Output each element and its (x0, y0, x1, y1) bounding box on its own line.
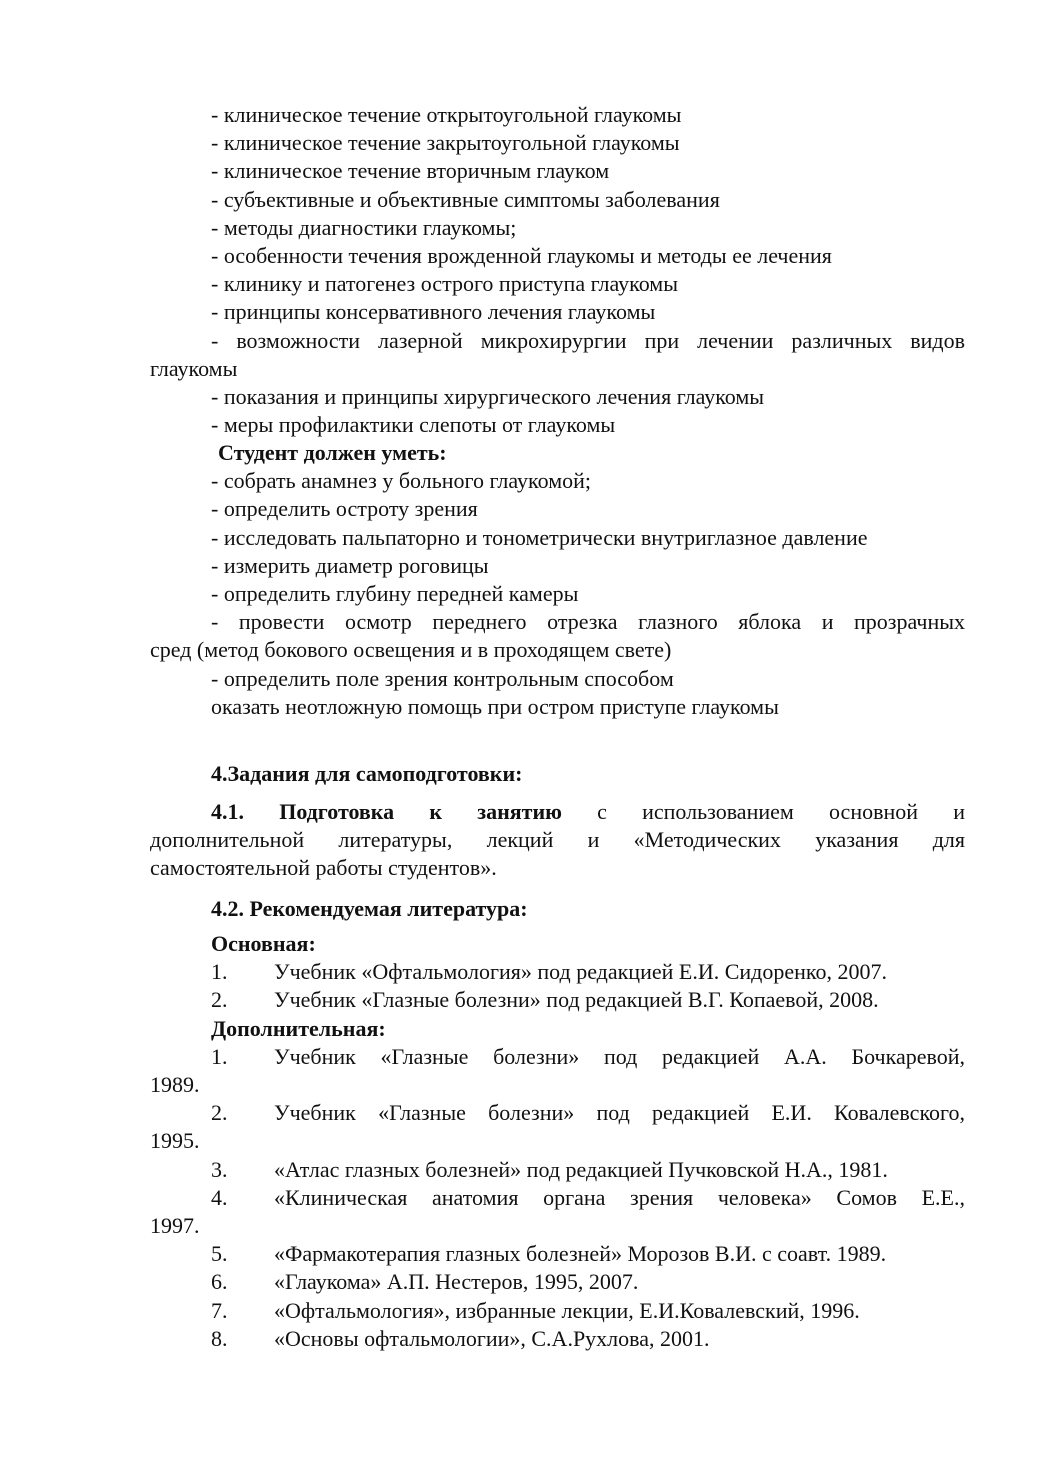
list-item (150, 1156, 965, 1184)
list-item-continuation: глаукомы (150, 355, 238, 381)
list-item: оказать неотложную помощь при остром приступе глаукомы (211, 693, 779, 719)
list-item (150, 1325, 965, 1353)
extra-literature-heading: Дополнительная: (211, 1015, 386, 1041)
list-item (150, 1268, 965, 1296)
list-item (150, 1184, 965, 1212)
list-item: - клиническое течение открытоугольной глаукомы (211, 102, 682, 127)
list-item: - собрать анамнез у больного глаукомой; (211, 468, 592, 494)
list-item (150, 958, 965, 986)
list-item: - возможности лазерной микрохирургии при лечении различных видов (211, 327, 965, 353)
item-text: Учебник «Глазные болезни» под редакцией В.Г. Копаевой, 2008. (274, 987, 879, 1013)
list-item: - клиническое течение закрытоугольной глаукомы (211, 130, 680, 156)
literature-list (150, 930, 965, 1353)
item-continuation: 1997. (150, 1213, 200, 1239)
list-item: - определить поле зрения контрольным способом (211, 665, 674, 691)
list-item: - исследовать пальпаторно и тонометрически внутриглазное давление (211, 524, 868, 550)
item-text: Учебник «Офтальмология» под редакцией Е.И. Сидоренко, 2007. (274, 959, 887, 985)
skills-section (150, 439, 965, 721)
paragraph-line: дополнительной литературы, лекций и «Методических указания для (150, 827, 965, 853)
item-number: 1. (211, 959, 228, 985)
list-item: - определить остроту зрения (211, 496, 478, 522)
item-continuation: 1995. (150, 1128, 200, 1154)
list-item (150, 1297, 965, 1325)
section-4 (150, 760, 965, 788)
paragraph-line: самостоятельной работы студентов». (150, 855, 497, 881)
item-number: 6. (211, 1269, 228, 1295)
knowledge-list (150, 101, 965, 439)
item-text: «Атлас глазных болезней» под редакцией Пучковской Н.А., 1981. (274, 1156, 888, 1182)
list-item (150, 1099, 965, 1127)
item-continuation: 1989. (150, 1072, 200, 1098)
list-item: - меры профилактики слепоты от глаукомы (211, 412, 616, 438)
list-item: - принципы консервативного лечения глаукомы (211, 299, 656, 325)
item-number: 2. (211, 1100, 228, 1126)
item-text: «Фармакотерапия глазных болезней» Морозов В.И. с соавт. 1989. (274, 1241, 887, 1267)
item-text: «Основы офтальмологии», С.А.Рухлова, 2001. (274, 1325, 710, 1351)
list-item: - клиническое течение вторичным глауком (211, 158, 610, 184)
list-item: - показания и принципы хирургического лечения глаукомы (211, 384, 765, 410)
section-heading: 4.Задания для самоподготовки: (211, 761, 523, 786)
list-item (150, 986, 965, 1014)
item-number: 8. (211, 1325, 228, 1351)
list-item: - особенности течения врожденной глаукомы и методы ее лечения (211, 243, 832, 269)
list-item: - клинику и патогенез острого приступа глаукомы (211, 271, 678, 297)
item-number: 7. (211, 1297, 228, 1323)
list-item (150, 1240, 965, 1268)
section-4-1 (150, 798, 965, 883)
item-number: 3. (211, 1156, 228, 1182)
item-text: «Офтальмология», избранные лекции, Е.И.Ковалевский, 1996. (274, 1297, 860, 1323)
item-text: Учебник «Глазные болезни» под редакцией Е.И. Ковалевского, (274, 1100, 965, 1126)
paragraph-text: с использованием основной и (561, 799, 966, 824)
item-text: «Клиническая анатомия органа зрения человека» Сомов Е.Е., (274, 1184, 965, 1210)
section-heading: 4.2. Рекомендуемая литература: (211, 896, 528, 921)
list-item: - методы диагностики глаукомы; (211, 214, 517, 240)
list-item: - субъективные и объективные симптомы заболевания (211, 186, 720, 212)
section-4-2 (150, 895, 965, 923)
skills-heading: Студент должен уметь: (218, 440, 447, 465)
list-item: - измерить диаметр роговицы (211, 552, 489, 578)
item-number: 5. (211, 1241, 228, 1267)
list-item-continuation: сред (метод бокового освещения и в проходящем свете) (150, 637, 672, 663)
item-text: «Глаукома» А.П. Нестеров, 1995, 2007. (274, 1269, 639, 1295)
list-item (150, 1043, 965, 1071)
paragraph-line (150, 798, 965, 826)
main-literature-heading: Основная: (211, 931, 316, 956)
item-number: 1. (211, 1043, 228, 1069)
list-item: - определить глубину передней камеры (211, 581, 579, 607)
list-item: - провести осмотр переднего отрезка глазного яблока и прозрачных (211, 609, 965, 635)
item-text: Учебник «Глазные болезни» под редакцией А.А. Бочкаревой, (274, 1043, 965, 1069)
item-number: 4. (211, 1184, 228, 1210)
subsection-title: 4.1. Подготовка к занятию (211, 799, 562, 824)
item-number: 2. (211, 987, 228, 1013)
